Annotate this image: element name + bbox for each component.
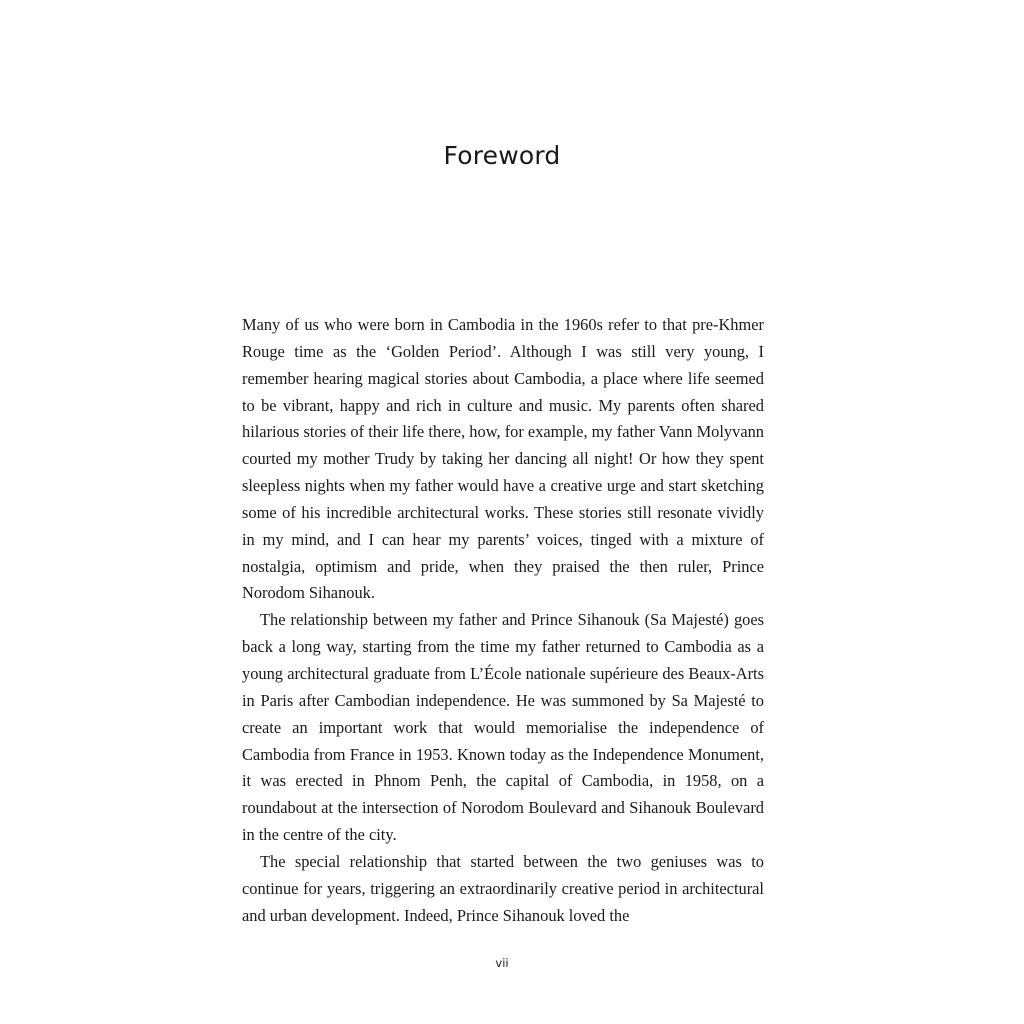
page-number: vii — [495, 956, 509, 970]
paragraph-3: The special relationship that started between the two geniuses was to continue for years, triggering an extraordinarily creative period in architectural and urban development. Indeed, Prince Sihanouk loved the — [242, 851, 764, 925]
foreword-body — [242, 312, 764, 929]
page-title: Foreword — [443, 141, 561, 170]
paragraph-1: Many of us who were born in Cambodia in the 1960s refer to that pre-Khmer Rouge time as the ‘Golden Period’. Although I was still very young, I remember hearing magical stories about Cambodia, a place where life seemed to be vibrant, happy and rich in culture and music. My parents often shared hilarious stories of their life there, how, for example, my father Vann Molyvann courted my mother Trudy by taking her dancing all night! Or how they spent sleepless nights when my father would have a creative urge and start sketching some of his incredible architectural works. These stories still resonate vividly in my mind, and I can hear my parents’ voices, tinged with a mixture of nostalgia, optimism and pride, when they praised the then ruler, Prince Norodom Sihanouk. — [242, 315, 764, 603]
paragraph-2: The relationship between my father and Prince Sihanouk (Sa Majesté) goes back a long way, starting from the time my father returned to Cambodia as a young architectural graduate from L’École nationale supérieure des Beaux-Arts in Paris after Cambodian independence. He was summoned by Sa Majesté to create an important work that would memorialise the independence of Cambodia from France in 1953. Known today as the Independence Monument, it was erected in Phnom Penh, the capital of Cambodia, in 1958, on a roundabout at the intersection of Norodom Boulevard and Sihanouk Boulevard in the centre of the city. — [242, 610, 764, 845]
